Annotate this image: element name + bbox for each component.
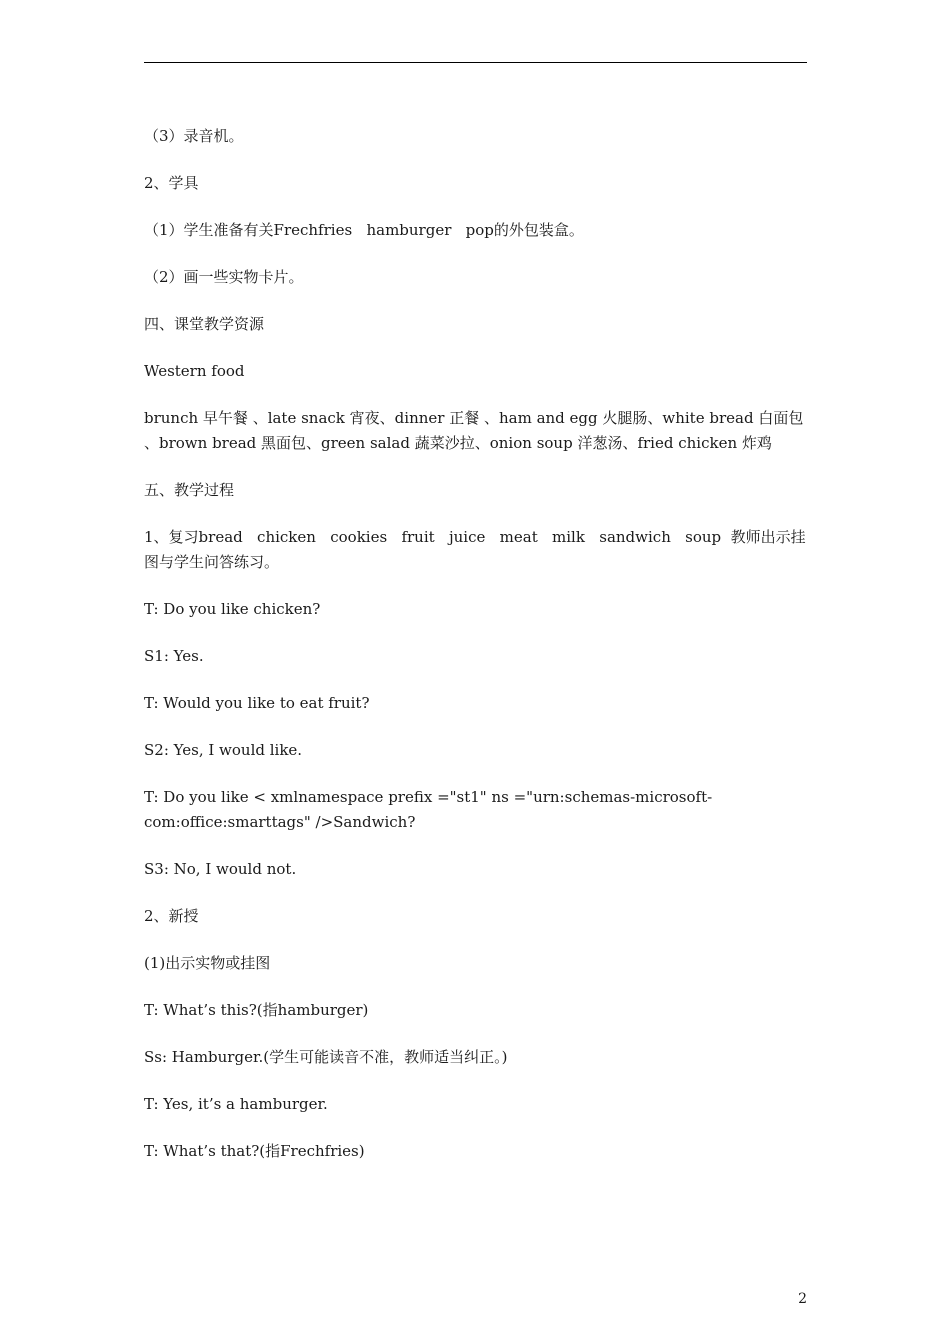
paragraph-recorder: （3）录音机。	[144, 127, 244, 145]
dialogue-line: S3: No, I would not.	[144, 860, 297, 878]
heading-teaching-resources: 四、课堂教学资源	[144, 315, 265, 333]
paragraph-show-objects: (1)出示实物或挂图	[144, 954, 271, 972]
heading-student-tools: 2、学具	[144, 174, 199, 192]
header-rule	[144, 62, 807, 63]
document-body	[144, 124, 807, 1186]
paragraph-vocabulary-list: brunch 早午餐 、late snack 宵夜、dinner 正餐 、ham and egg 火腿肠、white bread 白面包 、brown bread 黑面包、green salad 蔬菜沙拉、onion soup 洋葱汤、fried chicken 炸鸡	[144, 409, 809, 452]
paragraph-packaging-boxes: （1）学生准备有关Frechfries hamburger pop的外包装盒。	[144, 221, 584, 239]
dialogue-line: S2: Yes, I would like.	[144, 741, 303, 759]
paragraph-picture-cards: （2）画一些实物卡片。	[144, 268, 304, 286]
dialogue-line: T: Do you like chicken?	[144, 600, 321, 618]
paragraph-review: 1、复习bread chicken cookies fruit juice meat milk sandwich soup 教师出示挂图与学生问答练习。	[144, 528, 806, 571]
page-number: 2	[798, 1291, 807, 1307]
heading-new-lesson: 2、新授	[144, 907, 199, 925]
dialogue-line: T: Do you like < xmlnamespace prefix ="st1" ns ="urn:schemas-microsoft-com:office:smarttags" />Sandwich?	[144, 788, 713, 831]
dialogue-line: S1: Yes.	[144, 647, 204, 665]
dialogue-line: Ss: Hamburger.(学生可能读音不准，教师适当纠正。)	[144, 1048, 508, 1066]
dialogue-line: T: Would you like to eat fruit?	[144, 694, 370, 712]
paragraph-western-food: Western food	[144, 362, 245, 380]
dialogue-line: T: What’s this?(指hamburger)	[144, 1001, 369, 1019]
dialogue-line: T: Yes, it’s a hamburger.	[144, 1095, 328, 1113]
dialogue-line: T: What’s that?(指Frechfries)	[144, 1142, 365, 1160]
heading-teaching-process: 五、教学过程	[144, 481, 235, 499]
